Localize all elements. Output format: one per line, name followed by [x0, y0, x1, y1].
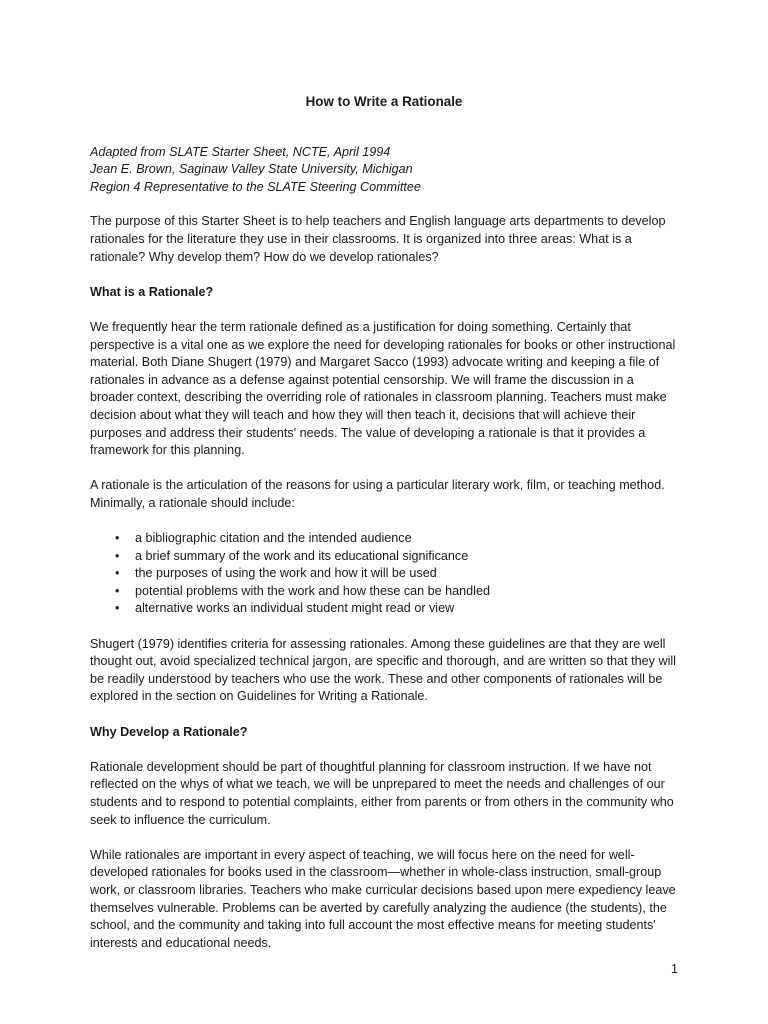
byline-line: Region 4 Representative to the SLATE Steering Committee — [90, 179, 421, 194]
paragraph: While rationales are important in every aspect of teaching, we will focus here on the need for well-developed rationales for books used in the classroom—whether in whole-class instruction, small-group work, or classroom libraries. Teachers who make curricular decisions based upon mere expediency leave themselves vulnerable. Problems can be averted by carefully analyzing the audience (the students), the school, and the community and taking into full account the most effective means for meeting students' interests and educational needs. — [90, 847, 676, 950]
list-item — [90, 548, 678, 566]
bullet-icon: • — [115, 566, 120, 581]
byline-line: Adapted from SLATE Starter Sheet, NCTE, April 1994 — [90, 144, 391, 159]
paragraph: We frequently hear the term rationale defined as a justification for doing something. Certainly that perspective is a vital one as we explore the need for developing rationales for books or other instructional material. Both Diane Shugert (1979) and Margaret Sacco (1993) advocate writing and keeping a file of rationales in advance as a defense against potential censorship. We will frame the discussion in a broader context, describing the overriding role of rationales in classroom planning. Teachers must make decision about what they will teach and how they will then teach it, decisions that will achieve their purposes and address their students' needs. The value of developing a rationale is that it provides a framework for this planning. — [90, 319, 676, 458]
list-item-text: a brief summary of the work and its educational significance — [135, 548, 469, 563]
section-heading-what-is: What is a Rationale? — [90, 284, 214, 299]
bullet-icon: • — [115, 601, 120, 616]
byline-line: Jean E. Brown, Saginaw Valley State University, Michigan — [90, 162, 413, 177]
page-number: 1 — [670, 962, 678, 976]
section-heading-why-develop: Why Develop a Rationale? — [90, 724, 248, 739]
bullet-icon: • — [115, 583, 120, 598]
list-item-text: alternative works an individual student might read or view — [135, 601, 455, 616]
bullet-icon: • — [115, 531, 120, 546]
list-item — [90, 530, 678, 548]
list-item-text: the purposes of using the work and how it will be used — [135, 566, 437, 581]
intro-paragraph: The purpose of this Starter Sheet is to help teachers and English language arts departments to develop rationales for the literature they use in their classrooms. It is organized into three areas: What is a rationale? Why develop them? How do we develop rationales? — [90, 214, 666, 264]
list-item-text: a bibliographic citation and the intended audience — [135, 531, 412, 546]
paragraph: Rationale development should be part of thoughtful planning for classroom instruction. If we have not reflected on the whys of what we teach, we will be unprepared to meet the needs and challenges of our students and to respond to potential complaints, either from parents or from others in the community who seek to influence the curriculum. — [90, 759, 674, 827]
paragraph: Shugert (1979) identifies criteria for assessing rationales. Among these guidelines are that they are well thought out, avoid specialized technical jargon, are specific and thorough, and are written so that they will be readily understood by teachers who use the work. These and other components of rationales will be explored in the section on Guidelines for Writing a Rationale. — [90, 636, 676, 704]
document-title: How to Write a Rationale — [305, 94, 463, 109]
list-item — [90, 583, 678, 601]
page-content — [90, 93, 678, 970]
byline — [90, 144, 678, 197]
paragraph: A rationale is the articulation of the reasons for using a particular literary work, film, or teaching method. Minimally, a rationale should include: — [90, 478, 665, 510]
list-item — [90, 565, 678, 583]
bullet-icon: • — [115, 548, 120, 563]
bullet-list — [90, 530, 678, 618]
list-item-text: potential problems with the work and how these can be handled — [135, 583, 490, 598]
list-item — [90, 600, 678, 618]
